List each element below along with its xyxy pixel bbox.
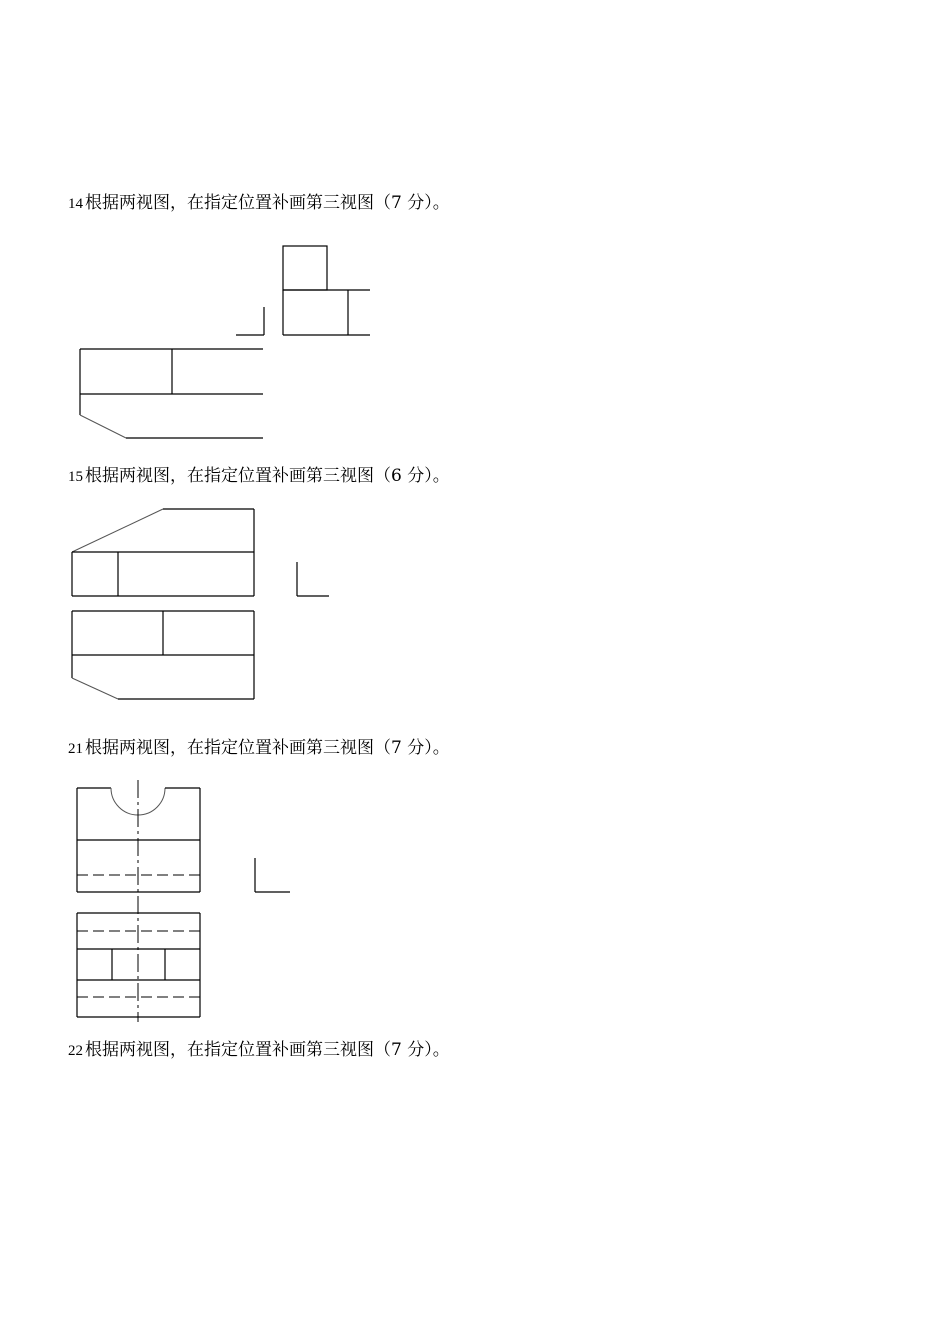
question-number: 21 (68, 741, 83, 757)
question-text: 根据两视图，在指定位置补画第三视图（6 分）。 (85, 466, 450, 486)
question-text: 根据两视图，在指定位置补画第三视图（7 分）。 (85, 1040, 450, 1060)
question-22 (68, 1040, 450, 1061)
question-text: 根据两视图，在指定位置补画第三视图（7 分）。 (85, 738, 450, 758)
question-number: 15 (68, 469, 83, 485)
question-number: 22 (68, 1043, 83, 1059)
question-number: 14 (68, 196, 83, 212)
figure-21-placement-mark (255, 858, 290, 892)
question-text: 根据两视图，在指定位置补画第三视图（7 分）。 (85, 193, 450, 213)
